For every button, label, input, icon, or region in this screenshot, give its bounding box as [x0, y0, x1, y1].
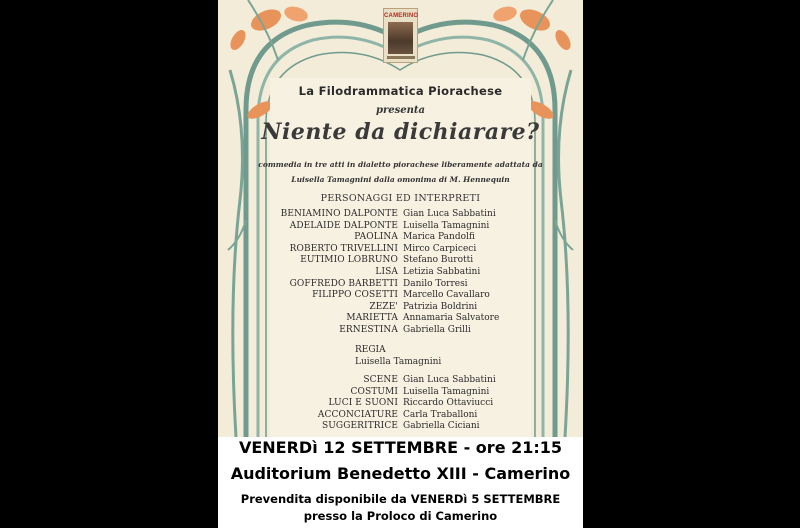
- cast-row: [218, 255, 583, 267]
- event-poster: [218, 0, 583, 528]
- play-title: Niente da dichiarare?: [261, 119, 540, 145]
- play-description-line-1: commedia in tre atti in dialetto piorachese liberamente adattata da: [258, 160, 543, 169]
- cast-row: [218, 209, 583, 221]
- character-name: MARIETTA: [346, 313, 398, 324]
- crew-list: [218, 375, 583, 433]
- actor-name: Marcello Cavallaro: [403, 290, 490, 301]
- cast-row: [218, 267, 583, 279]
- character-name: ERNESTINA: [339, 324, 398, 335]
- cast-heading: PERSONAGGI ED INTERPRETI: [320, 193, 481, 204]
- crew-row: [218, 398, 583, 410]
- director-name: Luisella Tamagnini: [355, 357, 442, 367]
- crew-role: ACCONCIATURE: [317, 409, 398, 420]
- cast-row: [218, 290, 583, 302]
- character-name: ADELAIDE DALPONTE: [289, 220, 398, 231]
- crew-member: Carla Traballoni: [403, 409, 478, 420]
- presale-info-line-1: Prevendita disponibile da VENERDì 5 SETTEMBRE: [240, 492, 561, 506]
- company-name: La Filodrammatica Piorachese: [298, 84, 503, 98]
- crew-row: [218, 410, 583, 422]
- cast-row: [218, 279, 583, 291]
- presents-label: presenta: [376, 105, 425, 116]
- director-label: REGIA: [355, 345, 386, 355]
- crew-row: [218, 421, 583, 433]
- actor-name: Danilo Torresi: [403, 278, 468, 289]
- crew-row: [218, 387, 583, 399]
- actor-name: Stefano Burotti: [403, 255, 474, 266]
- event-venue: Auditorium Benedetto XIII - Camerino: [230, 464, 571, 483]
- event-date: VENERDì 12 SETTEMBRE - ore 21:15: [238, 438, 563, 457]
- crew-role: SUGGERITRICE: [321, 421, 398, 432]
- crew-member: Luisella Tamagnini: [403, 386, 490, 397]
- crew-member: Gian Luca Sabbatini: [403, 375, 496, 385]
- presale-info-line-2: presso la Proloco di Camerino: [303, 509, 498, 523]
- cast-row: [218, 232, 583, 244]
- crew-role: COSTUMI: [350, 386, 398, 397]
- actor-name: Mirco Carpiceci: [403, 243, 477, 254]
- character-name: GOFFREDO BARBETTI: [289, 278, 398, 289]
- crew-row: [218, 375, 583, 387]
- character-name: ROBERTO TRIVELLINI: [289, 243, 398, 254]
- crew-member: Riccardo Ottaviucci: [403, 398, 494, 409]
- character-name: PAOLINA: [354, 232, 398, 243]
- cast-row: [218, 302, 583, 314]
- thumbnail-caption-bar: [387, 56, 415, 59]
- event-info-panel: [218, 437, 583, 528]
- actor-name: Luisella Tamagnini: [403, 220, 490, 231]
- crew-role: SCENE: [363, 375, 398, 385]
- cast-list: [218, 209, 583, 337]
- cast-row: [218, 313, 583, 325]
- crew-member: Gabriella Ciciani: [403, 421, 480, 432]
- actor-name: Gian Luca Sabbatini: [403, 209, 496, 219]
- actor-name: Letizia Sabbatini: [403, 266, 481, 277]
- actor-name: Marica Pandolfi: [403, 232, 475, 243]
- play-description-line-2: Luisella Tamagnini dalla omonima di M. Hennequin: [291, 175, 510, 184]
- character-name: BENIAMINO DALPONTE: [280, 209, 398, 219]
- cast-row: [218, 221, 583, 233]
- character-name: EUTIMIO LOBRUNO: [300, 255, 398, 266]
- character-name: ZEZE': [369, 301, 398, 312]
- actor-name: Annamaria Salvatore: [403, 313, 500, 324]
- cast-row: [218, 325, 583, 337]
- cast-row: [218, 244, 583, 256]
- actor-name: Patrizia Boldrini: [403, 301, 478, 312]
- character-name: LISA: [375, 266, 398, 277]
- crew-role: LUCI E SUONI: [328, 398, 398, 409]
- thumbnail-title: CAMERINO: [384, 13, 419, 19]
- poster-thumbnail: [383, 8, 418, 63]
- poster-artwork: [218, 0, 583, 437]
- thumbnail-photo: [388, 22, 413, 54]
- actor-name: Gabriella Grilli: [403, 324, 471, 335]
- character-name: FILIPPO COSETTI: [312, 290, 398, 301]
